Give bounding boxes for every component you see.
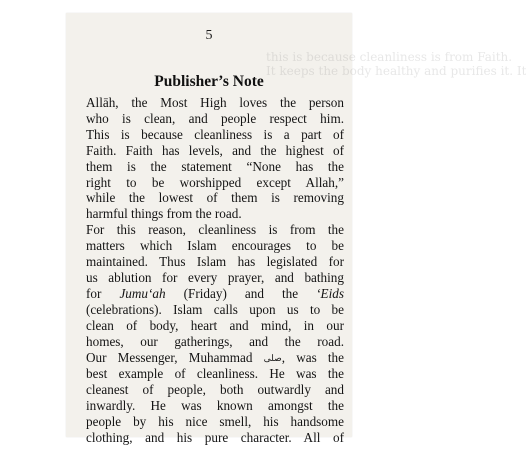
text-line: matters which Islam encourages to be: [86, 238, 344, 254]
text-line: people by his nice smell, his handsome: [86, 414, 344, 430]
text-line: who is clean, and people respect him.: [86, 110, 344, 126]
text-line: them is the statement “None has the: [86, 158, 344, 174]
bleed-line: It keeps the body healthy and purifies it. It: [266, 64, 526, 78]
text-line: clean of body, heart and mind, in our: [86, 317, 344, 333]
bleed-line: this is because cleanliness is from Faith.: [266, 50, 513, 64]
body-text: [86, 95, 344, 446]
text-line: while the lowest of them is removing: [86, 190, 344, 206]
text-line: Allāh, the Most High loves the person: [86, 95, 344, 110]
text-line: best example of cleanliness. He was the: [86, 366, 344, 382]
book-page: [66, 13, 526, 446]
text-line: inwardly. He was known amongst the: [86, 398, 344, 414]
page-number: 5: [205, 28, 213, 43]
page-title: Publisher’s Note: [154, 73, 264, 90]
paragraph-2: [86, 222, 344, 446]
text-line: harmful things from the road.: [86, 206, 242, 222]
text-line: maintained. Thus Islam has legislated for: [86, 254, 344, 270]
paragraph-1: [86, 95, 344, 222]
text-line: right to be worshipped except Allah,”: [86, 174, 344, 190]
text-line: For this reason, cleanliness is from the: [86, 222, 344, 238]
text-line: This is because cleanliness is a part of: [86, 126, 344, 142]
text-line: Faith. Faith has levels, and the highest of: [86, 142, 344, 158]
text-line: homes, our gatherings, and the road.: [86, 333, 344, 349]
text-line: for Jumu‘ah (Friday) and the ‘Eids: [86, 285, 344, 301]
honorific-symbol: صلى: [263, 352, 282, 363]
text-line: us ablution for every prayer, and bathing: [86, 269, 344, 285]
text-line: clothing, and his pure character. All of: [86, 430, 344, 446]
text-line: cleanest of people, both outwardly and: [86, 382, 344, 398]
text-line: (celebrations). Islam calls upon us to be: [86, 301, 344, 317]
text-line: Our Messenger, Muhammad صلى, was the: [86, 349, 344, 365]
